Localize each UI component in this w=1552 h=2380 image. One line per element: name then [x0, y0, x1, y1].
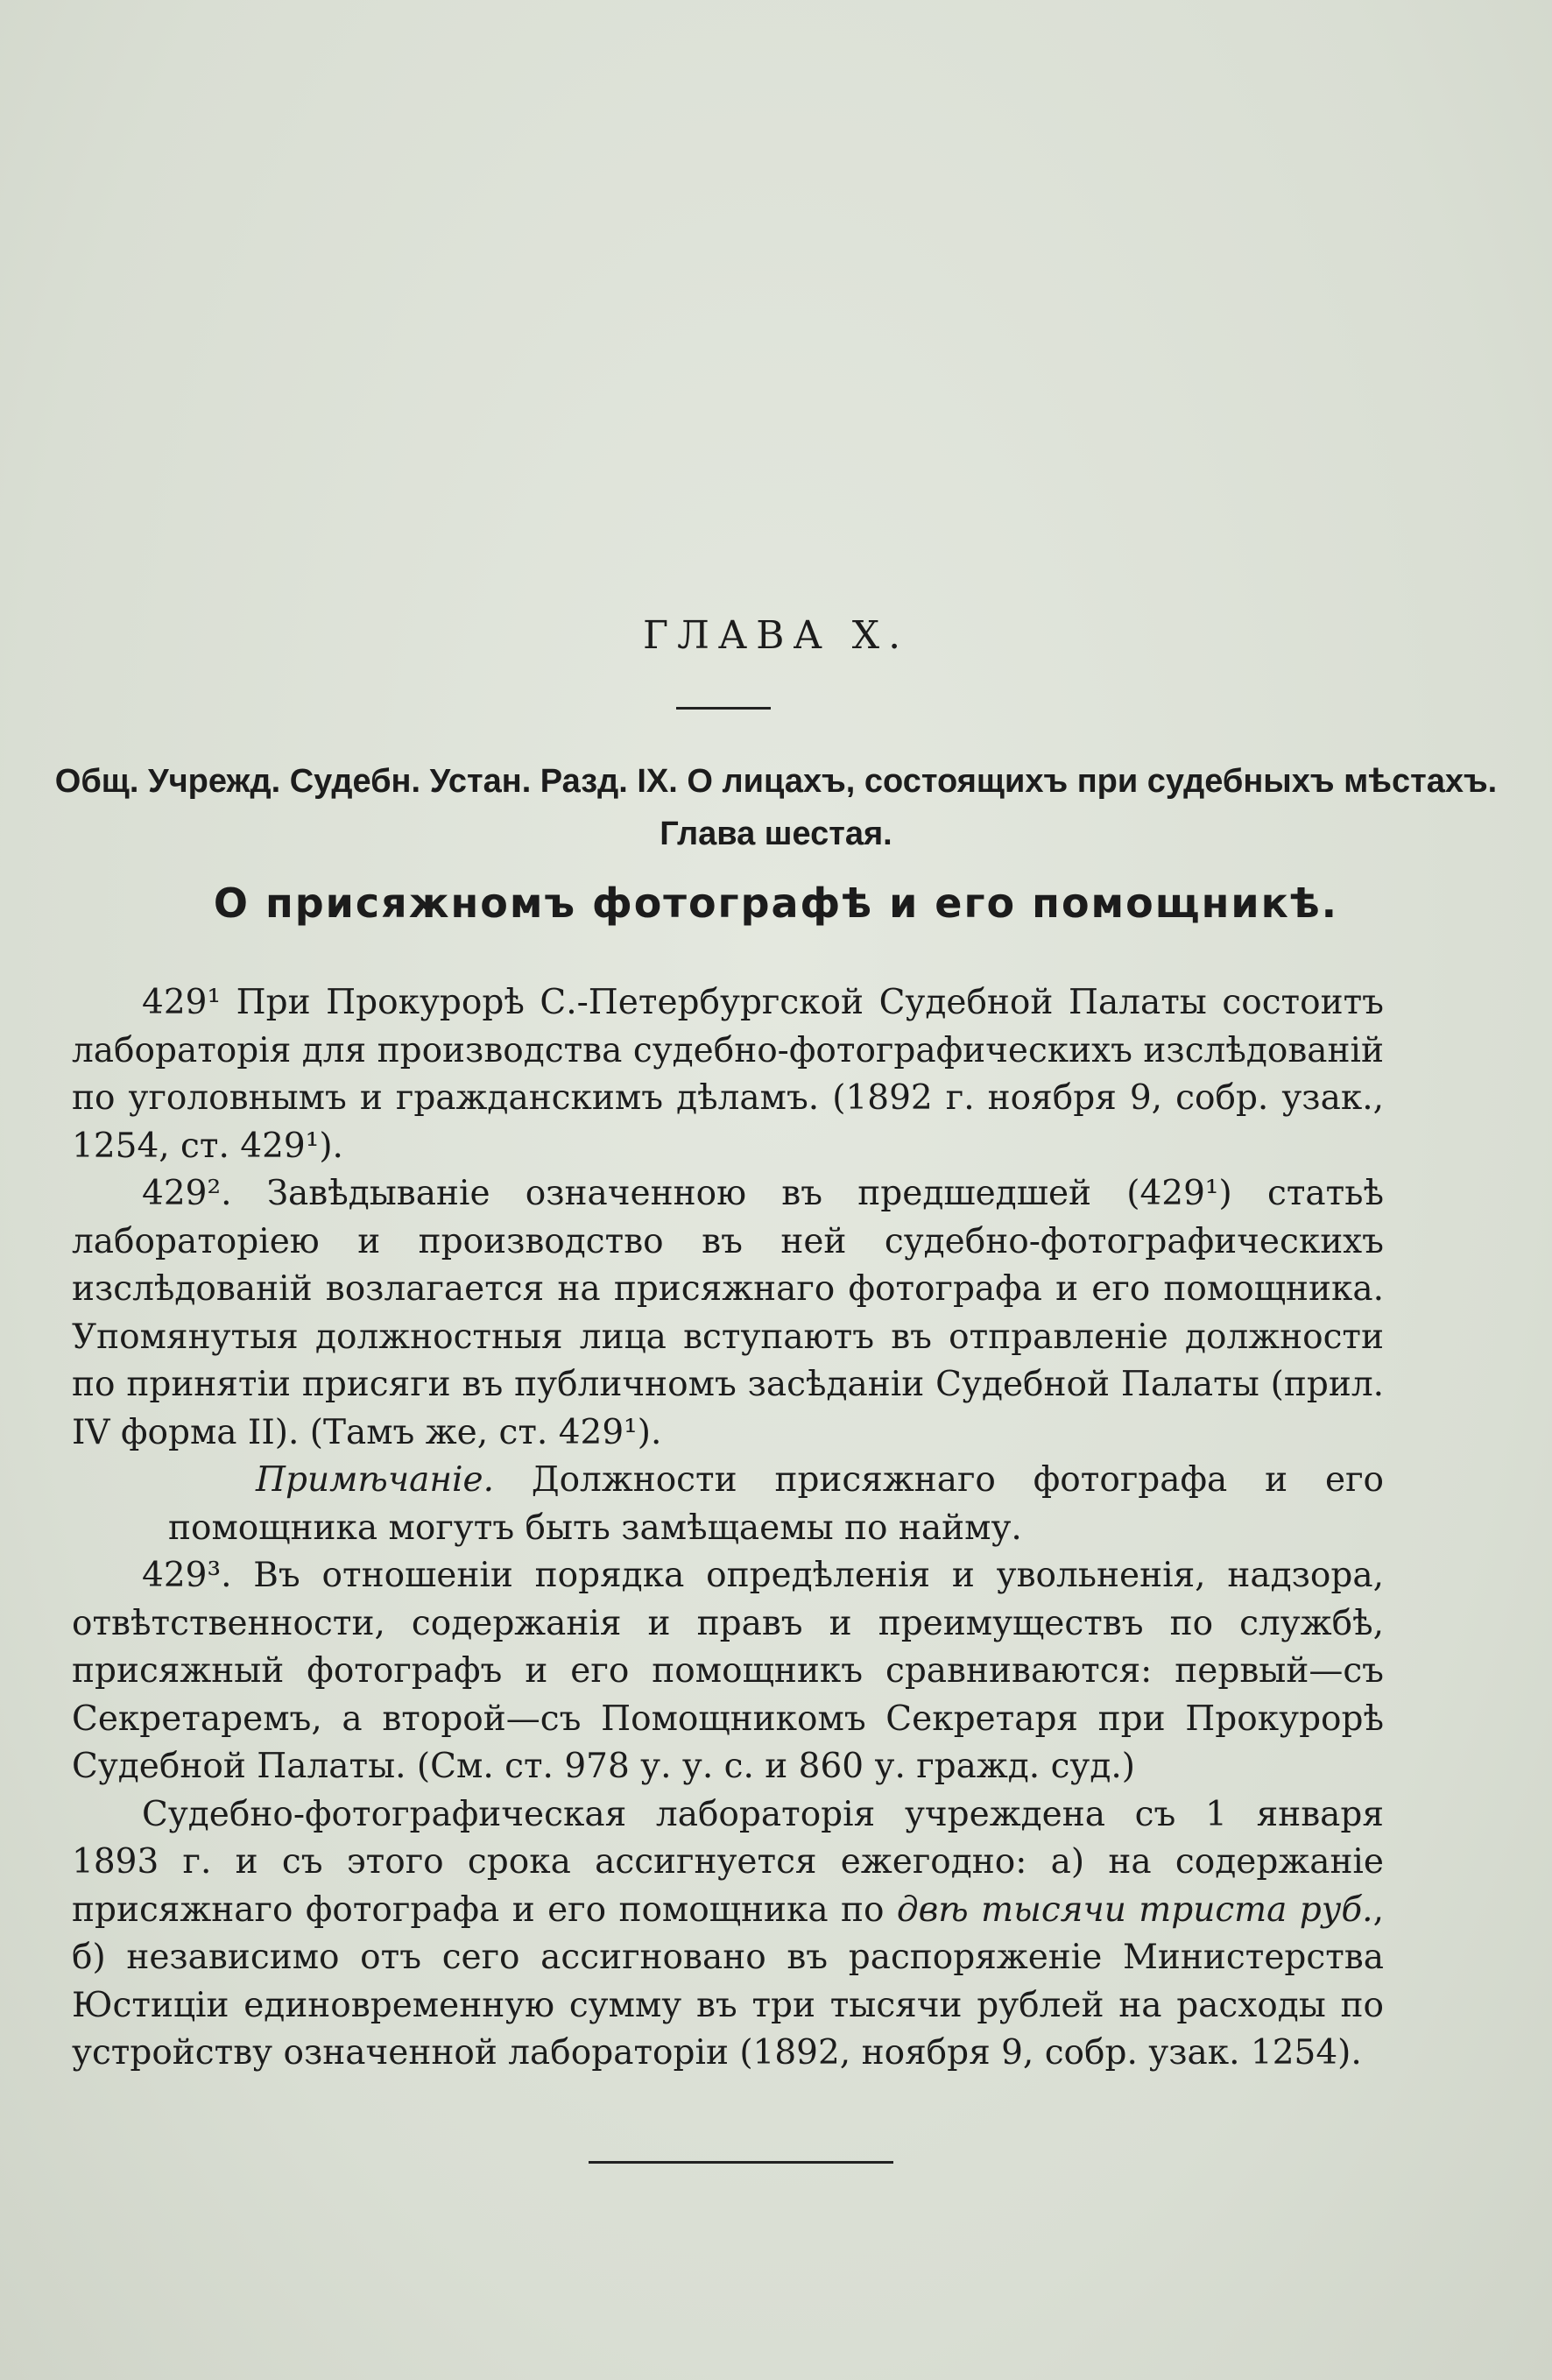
chapter-title: ГЛАВА X.	[642, 613, 910, 658]
article-429-3: 429³. Въ отношеніи порядка опредѣленія и увольненія, надзора, отвѣтственности, содержанія и правъ и преимуществъ по службѣ, присяжный фотографъ и его помощникъ сравниваются: первый—съ Секретаремъ, а второй—съ Помощникомъ Секретаря при Прокурорѣ Судебной Палаты. (См. ст. 978 у. у. с. и 860 у. гражд. суд.)	[72, 1556, 1384, 1786]
source-reference-line1: Общ. Учрежд. Судебн. Устан. Разд. IX. О лицахъ, состоящихъ при судебныхъ мѣстахъ.	[54, 763, 1498, 800]
section-heading: О присяжномъ фотографѣ и его помощникѣ.	[213, 879, 1339, 927]
body-text	[72, 979, 1384, 2078]
note-label: Примѣчаніе.	[256, 1460, 494, 1500]
final-paragraph	[72, 1791, 1384, 2078]
article-429-2: 429². Завѣдываніе означенною въ предшедшей (429¹) статьѣ лабораторіею и производство въ ней судебно-фотографическихъ изслѣдованій возлагается на присяжнаго фотографа и его помощника. Упомянутыя должностныя лица вступаютъ въ отправленіе должности по принятіи присяги въ публичномъ засѣданіи Судебной Палаты (прил. IV форма II). (Тамъ же, ст. 429¹).	[72, 1174, 1384, 1452]
final-paragraph-part2: , б) независимо отъ сего ассигновано въ распоряженіе Министерства Юстиціи единовременную сумму въ три тысячи рублей на расходы по устройству означенной лабораторіи (1892, ноября 9, собр. узак. 1254).	[72, 1889, 1384, 2073]
source-reference	[53, 755, 1499, 860]
final-paragraph-emphasis: двѣ тысячи триста руб.	[896, 1889, 1373, 1930]
final-paragraph-part1: Судебно-фотографическая лабораторія учреждена съ 1 января 1893 г. и съ этого срока ассигнуется ежегодно: а) на содержаніе присяжнаго фотографа и его помощника по	[72, 1794, 1384, 1930]
article-429-1: 429¹ При Прокурорѣ С.-Петербургской Судебной Палаты состоитъ лабораторія для производства судебно-фотографическихъ изслѣдованій по уголовнымъ и гражданскимъ дѣламъ. (1892 г. ноября 9, собр. узак., 1254, ст. 429¹).	[72, 983, 1384, 1166]
bottom-divider	[589, 2161, 893, 2164]
note-text: Должности присяжнаго фотографа и его помощника могутъ быть замѣщаемы по найму.	[168, 1460, 1384, 1548]
title-divider	[676, 707, 771, 710]
note-paragraph	[168, 1457, 1384, 1552]
source-reference-line2: Глава шестая.	[660, 816, 892, 852]
